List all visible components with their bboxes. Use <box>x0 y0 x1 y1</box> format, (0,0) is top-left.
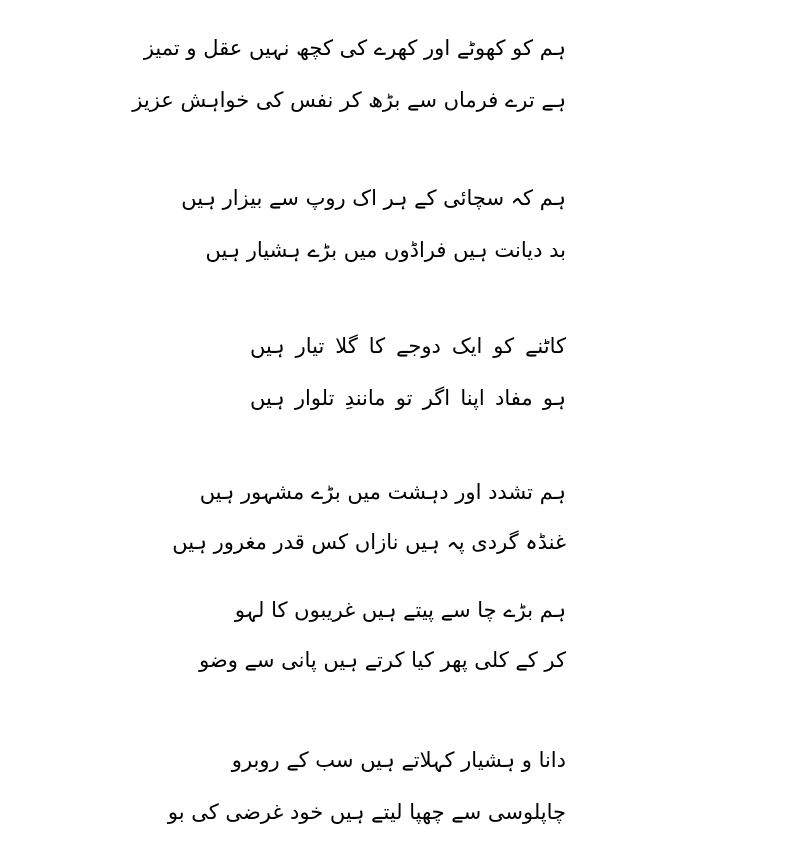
stanza-6-line-1: دانا و ہشیار کہلاتے ہیں سب کے روبرو <box>231 748 566 772</box>
stanza-4-line-2: غنڈہ گردی پہ ہیں نازاں کس قدر مغرور ہیں <box>172 530 566 554</box>
stanza-1-line-1: ہم کو کھوٹے اور کھرے کی کچھ نہیں عقل و تمیز <box>143 36 566 60</box>
stanza-2-line-1: ہم کہ سچائی کے ہر اک روپ سے بیزار ہیں <box>181 186 566 210</box>
stanza-1-line-2: ہے ترے فرماں سے بڑھ کر نفس کی خواہش عزیز <box>132 88 566 112</box>
stanza-5-line-1: ہم بڑے چا سے پیتے ہیں غریبوں کا لہو <box>234 598 566 622</box>
stanza-5-line-2: کر کے کلی پھر کیا کرتے ہیں پانی سے وضو <box>199 648 566 672</box>
stanza-6-line-2: چاپلوسی سے چھپا لیتے ہیں خود غرضی کی بو <box>167 800 566 824</box>
stanza-2-line-2: بد دیانت ہیں فراڈوں میں بڑے ہشیار ہیں <box>205 238 566 262</box>
stanza-3-line-2: ہو مفاد اپنا اگر تو مانندِ تلوار ہیں <box>250 386 566 410</box>
stanza-4-line-1: ہم تشدد اور دہشت میں بڑے مشہور ہیں <box>199 480 566 504</box>
stanza-3-line-1: کاٹنے کو ایک دوجے کا گلا تیار ہیں <box>250 334 566 358</box>
